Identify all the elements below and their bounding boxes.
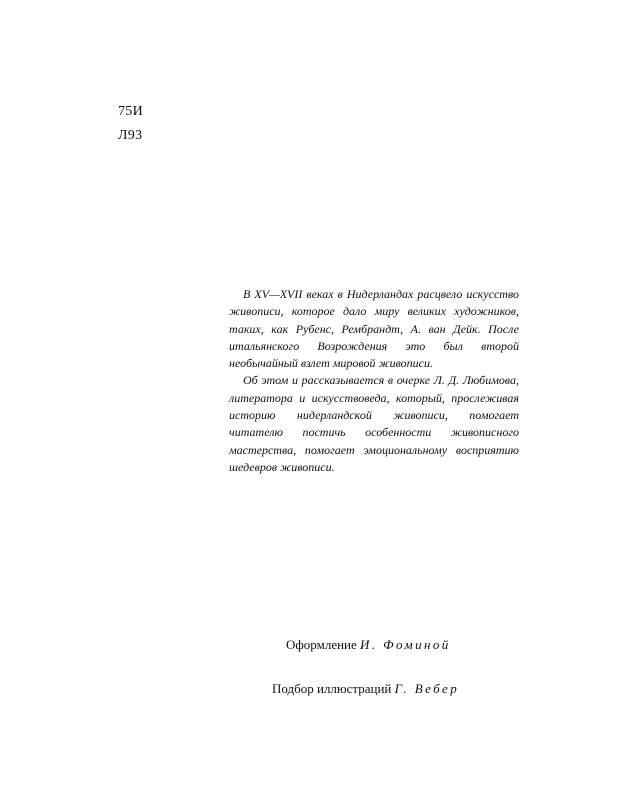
annotation-paragraph-1: В XV—XVII веках в Нидерландах расцвело искусство живописи, которое дало миру великих художников, таких, как Рубенс, Рембрандт, А. ван Дейк. После итальянского Возрождения это был второй необычайный взлет мировой живописи.	[229, 287, 519, 371]
design-credit	[286, 637, 451, 653]
author-mark: Л93	[118, 128, 143, 143]
design-credit-role: Оформление	[286, 637, 357, 652]
classification-code: 75И	[118, 104, 144, 119]
illustrations-credit-role: Подбор иллюстраций	[272, 681, 392, 696]
illustrations-credit	[272, 681, 459, 697]
classification-block	[118, 100, 143, 148]
annotation	[229, 286, 519, 476]
annotation-paragraph-2: Об этом и рассказывается в очерке Л. Д. Любимова, литератора и искусствоведа, который, прослеживая историю нидерландской живописи, помогает читателю постичь особенности живописного мастерства, помогает эмоциональному восприятию шедевров живописи.	[229, 373, 519, 474]
design-credit-person: И. Фоминой	[360, 637, 451, 652]
illustrations-credit-person: Г. Вебер	[394, 681, 460, 696]
